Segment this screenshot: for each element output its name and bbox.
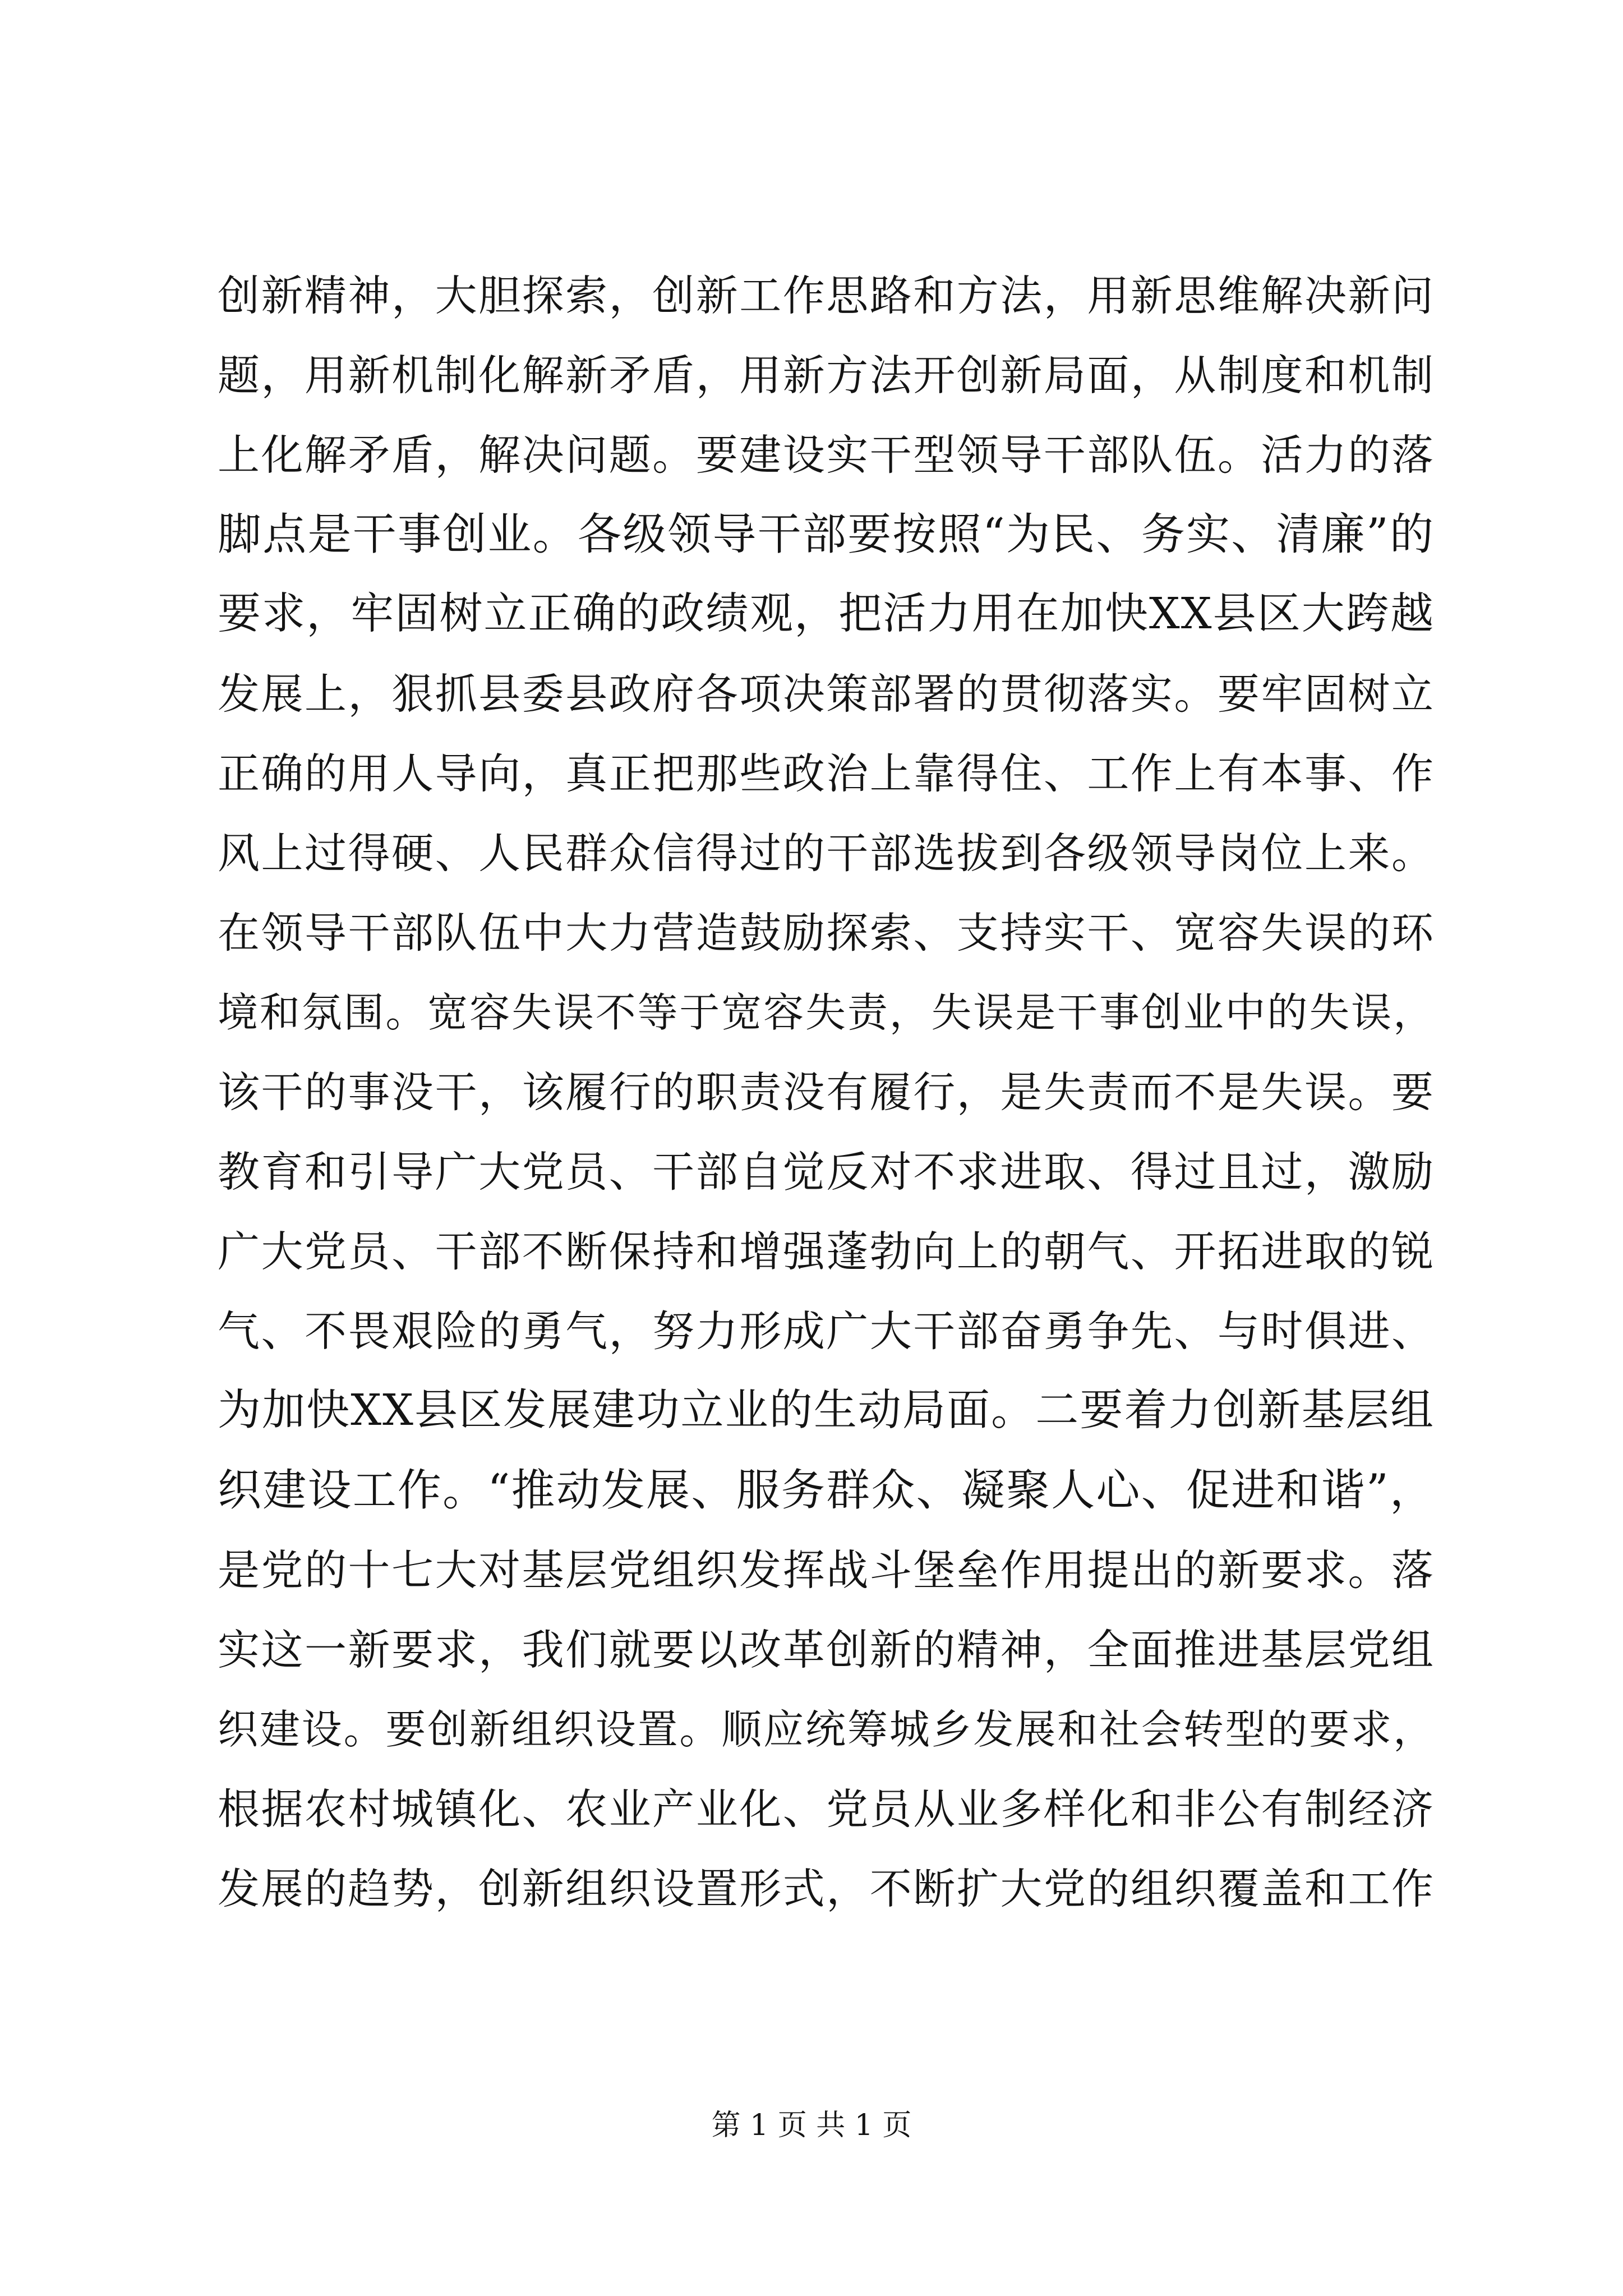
text-line: 境和氛围。宽容失误不等于宽容失责，失误是干事创业中的失误， bbox=[218, 989, 1435, 1036]
text-line: 织建设。要创新组织设置。顺应统筹城乡发展和社会转型的要求， bbox=[218, 1706, 1435, 1753]
body-text bbox=[218, 256, 1435, 1929]
text-line: 织建设工作。“推动发展、服务群众、凝聚人心、促进和谐”， bbox=[218, 1465, 1435, 1516]
text-line: 发展上，狠抓县委县政府各项决策部署的贯彻落实。要牢固树立 bbox=[218, 669, 1435, 719]
text-line: 气、不畏艰险的勇气，努力形成广大干部奋勇争先、与时俱进、 bbox=[218, 1306, 1435, 1356]
text-line: 是党的十七大对基层党组织发挥战斗堡垒作用提出的新要求。落 bbox=[218, 1545, 1435, 1595]
text-line: 为加快XX县区发展建功立业的生动局面。二要着力创新基层组 bbox=[218, 1386, 1435, 1435]
text-line: 创新精神，大胆探索，创新工作思路和方法，用新思维解决新问 bbox=[218, 271, 1435, 320]
text-line: 风上过得硬、人民群众信得过的干部选拔到各级领导岗位上来。 bbox=[218, 829, 1435, 878]
text-line: 正确的用人导向，真正把那些政治上靠得住、工作上有本事、作 bbox=[218, 749, 1435, 798]
text-line: 教育和引导广大党员、干部自觉反对不求进取、得过且过，激励 bbox=[218, 1147, 1435, 1197]
text-line: 上化解矛盾，解决问题。要建设实干型领导干部队伍。活力的落 bbox=[218, 430, 1435, 480]
text-line: 该干的事没干，该履行的职责没有履行，是失责而不是失误。要 bbox=[218, 1068, 1435, 1117]
page-footer: 第 1 页 共 1 页 bbox=[711, 2109, 912, 2142]
text-line: 根据农村城镇化、农业产业化、党员从业多样化和非公有制经济 bbox=[218, 1784, 1435, 1834]
text-line: 要求，牢固树立正确的政绩观，把活力用在加快XX县区大跨越 bbox=[218, 589, 1435, 639]
text-line: 在领导干部队伍中大力营造鼓励探索、支持实干、宽容失误的环 bbox=[218, 908, 1435, 958]
text-line: 发展的趋势，创新组织设置形式，不断扩大党的组织覆盖和工作 bbox=[218, 1864, 1435, 1913]
text-line: 脚点是干事创业。各级领导干部要按照“为民、务实、清廉”的 bbox=[218, 509, 1435, 560]
text-line: 广大党员、干部不断保持和增强蓬勃向上的朝气、开拓进取的锐 bbox=[218, 1227, 1435, 1276]
text-line: 实这一新要求，我们就要以改革创新的精神，全面推进基层党组 bbox=[218, 1625, 1435, 1674]
text-line: 题，用新机制化解新矛盾，用新方法开创新局面，从制度和机制 bbox=[218, 351, 1435, 400]
